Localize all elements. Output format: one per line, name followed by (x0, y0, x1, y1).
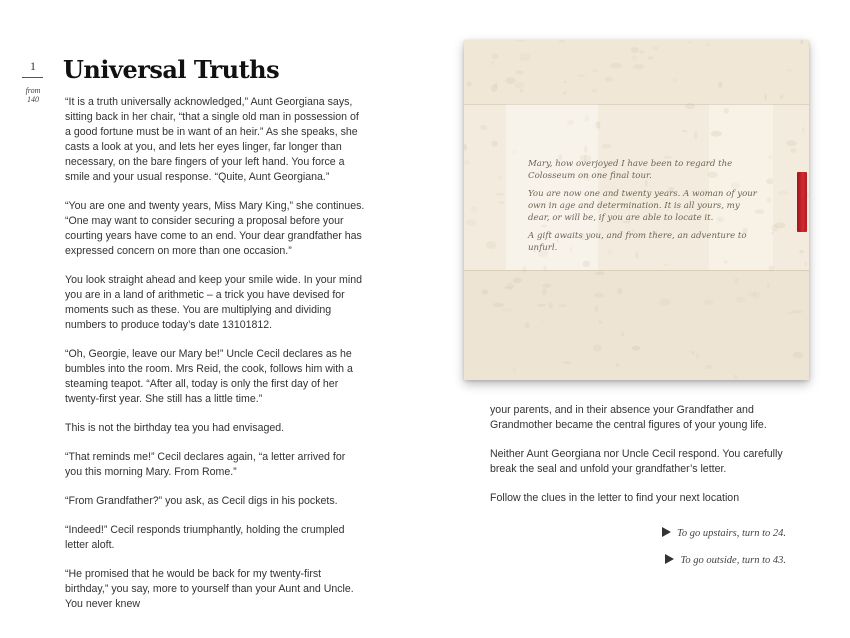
paper-speckle (559, 40, 566, 43)
paper-speckle (800, 40, 803, 45)
paper-speckle (513, 367, 516, 374)
story-paragraph: Follow the clues in the letter to find your next location (490, 492, 740, 504)
paper-speckle (724, 108, 729, 114)
grandfather-letter (464, 40, 809, 380)
paper-speckle (525, 322, 530, 328)
page-title: Universal Truths (63, 55, 280, 84)
paper-speckle (592, 89, 598, 93)
paper-speckle (804, 261, 808, 267)
paper-speckle (621, 332, 624, 337)
paper-speckle (787, 69, 793, 71)
paper-speckle (765, 93, 767, 100)
paper-speckle (639, 50, 645, 53)
paper-speckle (632, 346, 641, 351)
paper-speckle (617, 287, 622, 295)
paper-speckle (517, 40, 525, 42)
paper-speckle (548, 303, 553, 309)
red-ribbon (797, 172, 807, 232)
arrow-icon (662, 527, 671, 537)
paper-speckle (786, 140, 797, 146)
paper-speckle (601, 144, 611, 149)
paper-speckle (696, 353, 700, 360)
paper-speckle (513, 277, 522, 283)
paper-speckle (542, 321, 546, 323)
paper-speckle (599, 320, 603, 324)
paper-speckle (807, 43, 809, 46)
paper-speckle (682, 130, 688, 132)
story-paragraph: “Indeed!” Cecil responds triumphantly, holding the crumpled letter aloft. (65, 524, 345, 551)
paper-speckle (790, 148, 796, 153)
paper-speckle (464, 144, 467, 151)
letter-text (528, 158, 758, 260)
paper-speckle (632, 55, 637, 60)
paper-speckle (792, 310, 803, 313)
paper-speckle (802, 127, 805, 134)
paper-speckle (499, 202, 505, 204)
paper-speckle (799, 250, 803, 253)
paper-speckle (711, 131, 722, 137)
paper-speckle (615, 363, 619, 368)
story-paragraph: “He promised that he would be back for my twenty-first birthday,” you say, more to yourself than your Aunt and Uncle. You never knew (65, 568, 354, 610)
paper-speckle (767, 283, 770, 287)
page-number: 1 (30, 59, 36, 73)
paper-speckle (694, 132, 698, 140)
paper-speckle (673, 78, 678, 83)
paper-speckle (724, 260, 727, 263)
letter-line: You are now one and twenty years. A woman of your own in age and determination. It is all yours, my dear, or will be, if you are able to locate it. (528, 189, 757, 223)
paper-speckle (653, 46, 658, 50)
paper-speckle (583, 261, 591, 268)
letter-paper (464, 40, 809, 380)
paper-speckle (514, 82, 524, 88)
paper-speckle (767, 197, 771, 203)
paper-speckle (593, 344, 602, 351)
paper-speckle (466, 219, 476, 226)
paper-speckle (493, 303, 504, 307)
choice-outside[interactable] (665, 554, 786, 566)
page-number-rule (22, 77, 43, 78)
paper-speckle (543, 266, 547, 271)
paper-speckle (492, 53, 498, 59)
story-paragraph: “You are one and twenty years, Miss Mary King,” she continues. “One may want to consider securing a proposal before your courting years have come to an end. Your dear grandfather has expressed concern on more than one occasion.” (65, 200, 365, 257)
paper-speckle (594, 293, 604, 298)
paper-speckle (663, 263, 670, 266)
paper-speckle (482, 289, 489, 294)
story-paragraph: “It is a truth universally acknowledged,” Aunt Georgiana says, sitting back in her chair, “that a single old man in possession of a good fortune must be in want of an heir.” As she speaks, she casts a look at you, and lets her eyes linger, far longer than necessary, on the bare fingers of your left hand. You force a smile and your usual response. “Quite, Aunt Georgiana.” (65, 96, 359, 183)
paper-speckle (610, 63, 622, 68)
paper-speckle (522, 266, 527, 273)
paper-speckle (768, 155, 772, 158)
paper-speckle (592, 69, 599, 72)
paper-speckle (766, 178, 773, 184)
paper-speckle (466, 82, 471, 87)
paper-speckle (495, 82, 497, 88)
arrow-icon (665, 554, 674, 564)
paper-speckle (706, 43, 710, 46)
paper-speckle (633, 64, 644, 70)
choice-label: To go upstairs, turn to 24. (676, 528, 786, 539)
story-paragraph: “That reminds me!” Cecil declares again, “a letter arrived for you this morning Mary. From Rome.” (65, 451, 346, 478)
letter-line: A gift awaits you, and from there, an adventure to unfurl. (528, 231, 747, 253)
paper-speckle (595, 271, 604, 275)
paper-speckle (594, 306, 598, 313)
paper-speckle (537, 304, 546, 307)
paper-speckle (718, 82, 723, 89)
paper-speckle (584, 115, 589, 122)
paper-speckle (563, 91, 566, 95)
paper-speckle (748, 291, 757, 297)
story-paragraph: “Oh, Georgie, leave our Mary be!” Uncle Cecil declares as he bumbles into the room. Mrs Reid, the cook, follows him with a steaming teapot. “After all, today is only the first day of her twenty-first year. She still has a little time.” (65, 348, 353, 405)
paper-speckle (780, 95, 784, 100)
paper-speckle (689, 41, 691, 44)
paper-speckle (520, 89, 524, 93)
story-paragraph: your parents, and in their absence your Grandfather and Grandmother became the central figures of your young life. (490, 404, 767, 431)
story-paragraph: Neither Aunt Georgiana nor Uncle Cecil respond. You carefully break the seal and unfold your grandfather’s letter. (490, 448, 783, 475)
paper-speckle (471, 206, 477, 211)
paper-speckle (631, 47, 639, 53)
paper-speckle (495, 193, 505, 195)
paper-speckle (516, 70, 524, 74)
letter-line: Mary, how overjoyed I have been to regard the Colosseum on one final tour. (528, 159, 733, 181)
story-paragraph: “From Grandfather?” you ask, as Cecil digs in his pockets. (65, 495, 338, 507)
story-text-left (65, 95, 365, 626)
paper-speckle (464, 160, 470, 165)
paper-speckle (542, 288, 547, 295)
paper-speckle (778, 191, 789, 196)
paper-speckle (486, 241, 496, 249)
paper-speckle (491, 141, 497, 147)
story-paragraph: You look straight ahead and keep your smile wide. In your mind you are in a land of arithmetic – a trick you have devised for moments such as these. You are multiplying and dividing numbers to produce today’s date 13101812. (65, 274, 362, 331)
paper-speckle (734, 375, 737, 380)
paper-speckle (705, 365, 713, 369)
paper-speckle (704, 299, 713, 305)
from-label: from (25, 86, 41, 95)
paper-speckle (736, 297, 746, 303)
paper-speckle (519, 53, 530, 61)
paper-speckle (647, 56, 654, 59)
paper-speckle (685, 103, 695, 109)
paper-speckle (605, 76, 613, 82)
paper-speckle (480, 125, 487, 130)
paper-speckle (563, 361, 571, 364)
paper-speckle (506, 282, 514, 290)
paper-speckle (543, 283, 551, 287)
paper-speckle (659, 298, 671, 305)
paper-speckle (558, 304, 567, 306)
choice-label: To go outside, turn to 43. (680, 555, 786, 566)
paper-speckle (771, 225, 778, 232)
paper-speckle (577, 74, 586, 77)
paper-speckle (498, 176, 502, 180)
paper-speckle (491, 61, 495, 65)
choice-upstairs[interactable] (662, 527, 786, 539)
paper-speckle (567, 120, 574, 125)
paper-speckle (771, 232, 774, 235)
from-page-number: 140 (27, 95, 39, 104)
paper-speckle (584, 145, 588, 153)
paper-speckle (793, 352, 804, 358)
paper-speckle (595, 121, 600, 129)
paper-speckle (513, 150, 516, 154)
paper-speckle (769, 265, 775, 271)
story-text-right (490, 403, 795, 520)
paper-speckle (564, 81, 567, 84)
paper-speckle (734, 278, 739, 284)
paper-speckle (505, 77, 515, 84)
story-paragraph: This is not the birthday tea you had envisaged. (65, 422, 285, 434)
paper-speckle (502, 308, 513, 312)
paper-speckle (692, 351, 695, 354)
from-reference (19, 86, 47, 104)
